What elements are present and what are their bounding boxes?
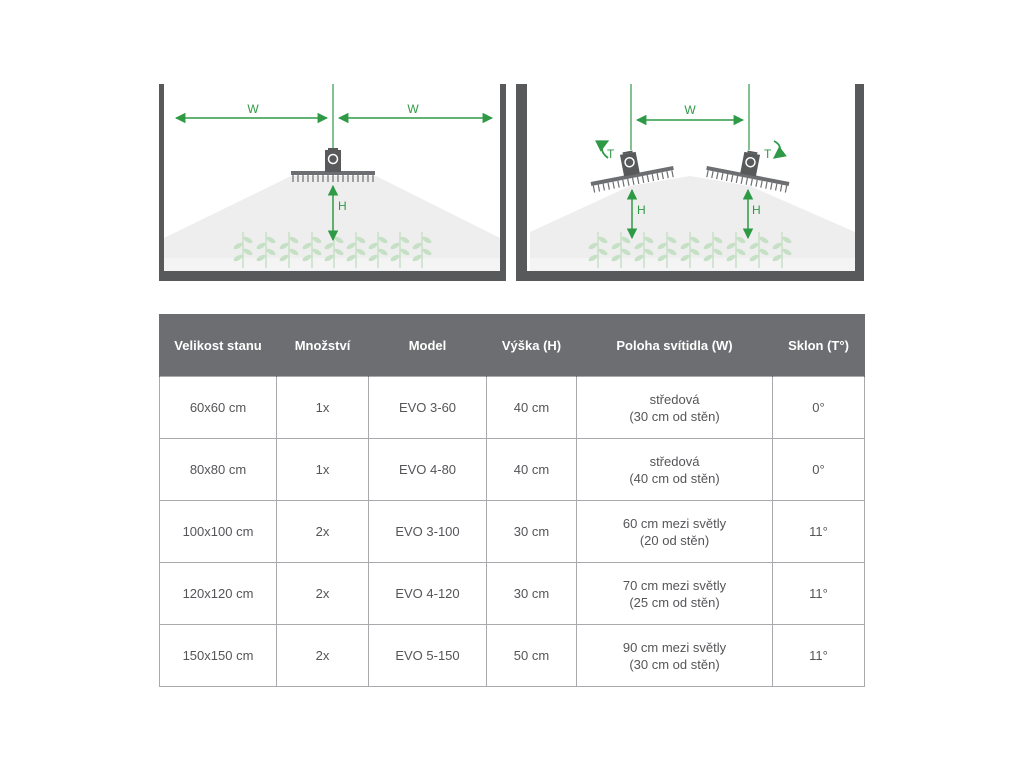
position-line: 90 cm mezi světly [622, 639, 727, 655]
cell-quantity: 2x [277, 501, 369, 563]
table-row [160, 625, 865, 687]
cell-model: EVO 4-120 [369, 563, 487, 625]
tilt-label: T [764, 147, 772, 161]
cell-height: 30 cm [487, 501, 577, 563]
cell-tilt: 11° [773, 563, 865, 625]
header-model: Model [369, 314, 487, 377]
cell-position [577, 439, 773, 501]
height-label: H [752, 203, 761, 217]
tent-diagrams [0, 0, 1024, 300]
cell-quantity: 2x [277, 625, 369, 687]
cell-size: 120x120 cm [160, 563, 277, 625]
right-tent-diagram [516, 84, 864, 281]
cell-size: 150x150 cm [160, 625, 277, 687]
cell-quantity: 2x [277, 563, 369, 625]
cell-tilt: 0° [773, 377, 865, 439]
header-position: Poloha svítidla (W) [577, 314, 773, 377]
cell-size: 60x60 cm [160, 377, 277, 439]
position-line: středová [649, 391, 700, 407]
cell-model: EVO 5-150 [369, 625, 487, 687]
cell-tilt: 11° [773, 501, 865, 563]
position-line: (40 cm od stěn) [629, 470, 720, 486]
cell-height: 30 cm [487, 563, 577, 625]
spec-table [159, 314, 865, 687]
position-line: (30 cm od stěn) [629, 656, 720, 672]
cell-position [577, 501, 773, 563]
table-row [160, 563, 865, 625]
width-label: W [247, 102, 259, 116]
light-cone [530, 176, 855, 271]
position-line: 60 cm mezi světly [622, 515, 727, 531]
table-row [160, 501, 865, 563]
cell-quantity: 1x [277, 439, 369, 501]
header-height: Výška (H) [487, 314, 577, 377]
table-row [160, 439, 865, 501]
cell-position [577, 625, 773, 687]
header-tent-size: Velikost stanu [160, 314, 277, 377]
cell-model: EVO 3-60 [369, 377, 487, 439]
position-line: (20 od stěn) [639, 532, 710, 548]
tilt-label: T [607, 147, 615, 161]
width-label: W [407, 102, 419, 116]
cell-tilt: 0° [773, 439, 865, 501]
cell-height: 50 cm [487, 625, 577, 687]
cell-position [577, 563, 773, 625]
cell-tilt: 11° [773, 625, 865, 687]
cell-height: 40 cm [487, 377, 577, 439]
header-tilt: Sklon (T°) [773, 314, 865, 377]
table-row [160, 377, 865, 439]
position-line: 70 cm mezi světly [622, 577, 727, 593]
rotate-arrow-icon [774, 141, 780, 158]
cell-model: EVO 4-80 [369, 439, 487, 501]
cell-model: EVO 3-100 [369, 501, 487, 563]
cell-size: 100x100 cm [160, 501, 277, 563]
width-label: W [684, 103, 696, 117]
left-tent-diagram [159, 84, 506, 281]
cell-quantity: 1x [277, 377, 369, 439]
cell-position [577, 377, 773, 439]
cell-height: 40 cm [487, 439, 577, 501]
table-header-row [160, 314, 865, 377]
position-line: středová [649, 453, 700, 469]
position-line: (25 cm od stěn) [629, 594, 720, 610]
cell-size: 80x80 cm [160, 439, 277, 501]
height-label: H [637, 203, 646, 217]
position-line: (30 cm od stěn) [629, 408, 720, 424]
header-quantity: Množství [277, 314, 369, 377]
height-label: H [338, 199, 347, 213]
